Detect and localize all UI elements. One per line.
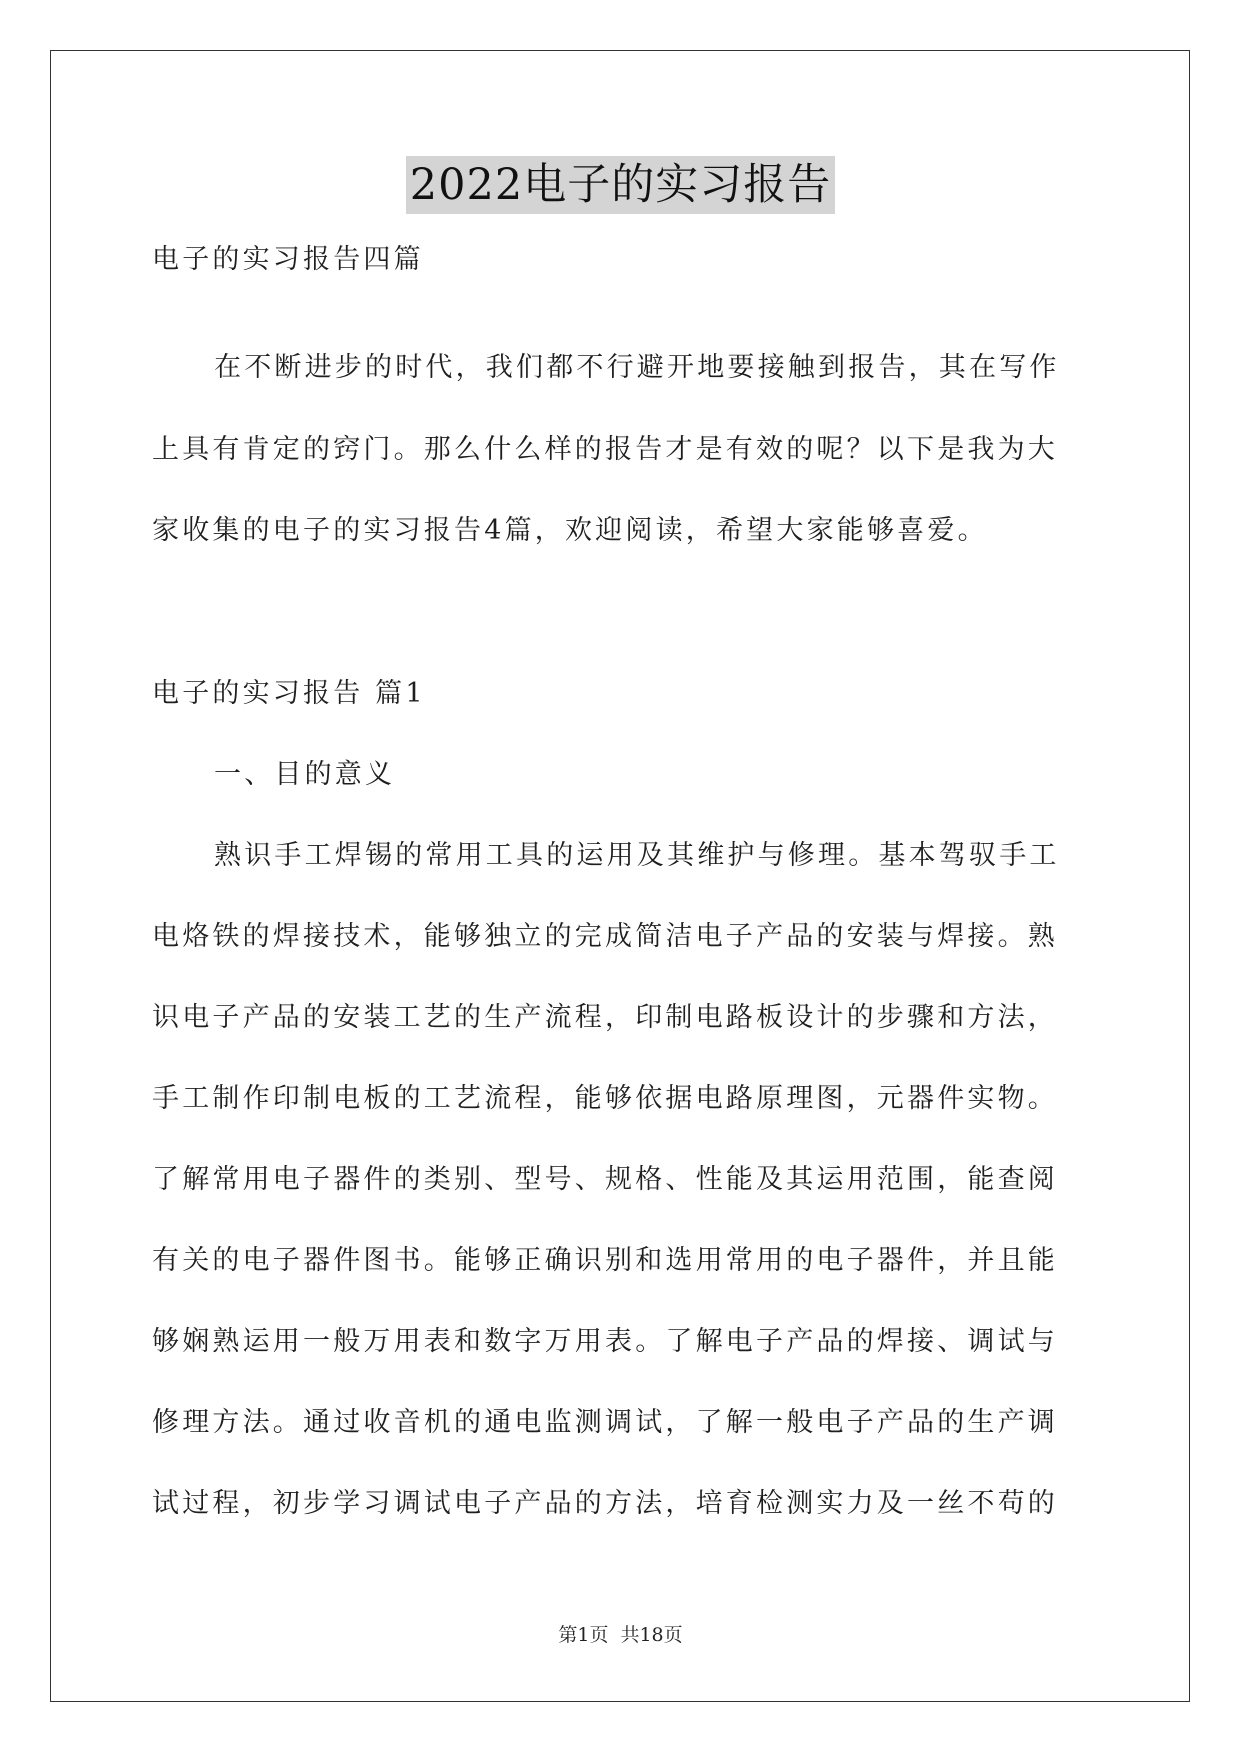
body-line: 够娴熟运用一般万用表和数字万用表。了解电子产品的焊接、调试与 bbox=[152, 1326, 1058, 1357]
intro-line: 上具有肯定的窍门。那么什么样的报告才是有效的呢？以下是我为大 bbox=[152, 434, 1058, 465]
body-line: 手工制作印制电板的工艺流程，能够依据电路原理图，元器件实物。 bbox=[152, 1083, 1058, 1114]
body-line: 识电子产品的安装工艺的生产流程，印制电路板设计的步骤和方法， bbox=[152, 1002, 1058, 1033]
document-subtitle: 电子的实习报告四篇 bbox=[152, 244, 424, 275]
body-line: 了解常用电子器件的类别、型号、规格、性能及其运用范围，能查阅 bbox=[152, 1164, 1058, 1195]
page-total: 共18页 bbox=[620, 1624, 683, 1646]
body-line: 有关的电子器件图书。能够正确识别和选用常用的电子器件，并且能 bbox=[152, 1245, 1058, 1276]
intro-line: 家收集的电子的实习报告4篇，欢迎阅读，希望大家能够喜爱。 bbox=[152, 515, 988, 546]
title-container bbox=[0, 156, 1241, 214]
body-line: 修理方法。通过收音机的通电监测调试，了解一般电子产品的生产调 bbox=[152, 1407, 1058, 1438]
page-footer bbox=[0, 1622, 1241, 1648]
document-title: 2022电子的实习报告 bbox=[406, 156, 835, 214]
body-line: 试过程，初步学习调试电子产品的方法，培育检测实力及一丝不苟的 bbox=[152, 1488, 1058, 1519]
intro-line: 在不断进步的时代，我们都不行避开地要接触到报告，其在写作 bbox=[214, 352, 1060, 383]
page-number: 第1页 bbox=[558, 1624, 609, 1646]
subheading: 一、目的意义 bbox=[214, 759, 396, 790]
body-line: 熟识手工焊锡的常用工具的运用及其维护与修理。基本驾驭手工 bbox=[214, 840, 1060, 871]
body-line: 电烙铁的焊接技术，能够独立的完成简洁电子产品的安装与焊接。熟 bbox=[152, 921, 1058, 952]
section-heading: 电子的实习报告 篇1 bbox=[152, 678, 426, 709]
page-border bbox=[50, 50, 1190, 1702]
